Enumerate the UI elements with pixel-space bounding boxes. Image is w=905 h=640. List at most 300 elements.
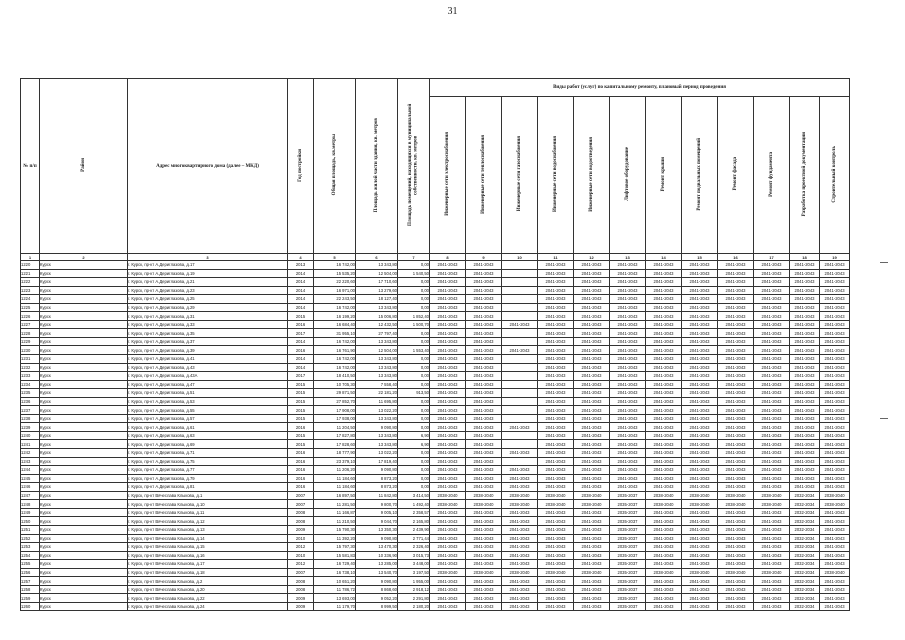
table-cell: 2041-2043 <box>610 380 646 389</box>
table-cell: Курск <box>40 295 128 304</box>
table-cell: 2012 <box>288 560 314 569</box>
table-cell: 2 771,44 <box>398 534 430 543</box>
table-cell: 2041-2043 <box>682 312 718 321</box>
table-cell: 2041-2043 <box>682 534 718 543</box>
table-cell: 2041-2043 <box>718 483 754 492</box>
table-cell: 2041-2043 <box>754 457 790 466</box>
table-cell: 2041-2043 <box>538 278 574 287</box>
table-cell: 2041-2043 <box>502 534 538 543</box>
table-cell: 1243 <box>21 457 40 466</box>
table-cell: 2038-2040 <box>820 568 850 577</box>
table-cell: 2016 <box>288 449 314 458</box>
table-cell: г. Курск, пр-кт А.Дериглазова, д.25 <box>128 295 288 304</box>
table-cell: 2041-2043 <box>820 380 850 389</box>
table-cell: 2041-2043 <box>790 261 820 270</box>
table-cell: 2041-2043 <box>646 329 682 338</box>
table-cell: г. Курск, пр-кт Вячеслава Клыкова, д.14 <box>128 534 288 543</box>
table-cell: 1237 <box>21 406 40 415</box>
table-row <box>21 278 850 287</box>
table-row <box>21 397 850 406</box>
table-cell: 2041-2043 <box>610 431 646 440</box>
table-cell: 2041-2043 <box>646 261 682 270</box>
table-cell: 2035-2037 <box>610 594 646 603</box>
table-cell: 2041-2043 <box>430 363 466 372</box>
table-cell: 2041-2043 <box>646 602 682 611</box>
table-cell: 2041-2043 <box>682 372 718 381</box>
table-cell: 2 165,80 <box>398 517 430 526</box>
table-cell: 2041-2043 <box>754 295 790 304</box>
table-cell: г. Курск, пр-кт А.Дериглазова, д.51 <box>128 389 288 398</box>
table-cell: 2041-2043 <box>682 585 718 594</box>
table-cell: 1238 <box>21 414 40 423</box>
table-cell: Курск <box>40 449 128 458</box>
table-cell: 2038-2040 <box>646 500 682 509</box>
table-cell: 2010 <box>288 551 314 560</box>
table-cell: 2014 <box>288 303 314 312</box>
table-cell: 2041-2043 <box>502 449 538 458</box>
table-cell: 2015 <box>288 431 314 440</box>
table-cell: 17 827,80 <box>314 431 356 440</box>
table-cell: 2041-2043 <box>646 431 682 440</box>
table-cell: 1239 <box>21 423 40 432</box>
table-cell: 2041-2043 <box>790 397 820 406</box>
table-cell: 2041-2043 <box>574 474 610 483</box>
table-cell: 2041-2043 <box>430 508 466 517</box>
table-cell: 2041-2043 <box>574 312 610 321</box>
table-cell: 2038-2040 <box>430 500 466 509</box>
table-cell: 2041-2043 <box>718 508 754 517</box>
table-cell: 2041-2043 <box>430 303 466 312</box>
table-cell: 2041-2043 <box>466 534 502 543</box>
table-cell: 2041-2043 <box>430 286 466 295</box>
table-cell: 2041-2043 <box>682 457 718 466</box>
table-cell: 1241 <box>21 440 40 449</box>
table-cell: Курск <box>40 577 128 586</box>
table-cell: 12 432,50 <box>356 320 398 329</box>
table-cell: 2038-2040 <box>502 568 538 577</box>
table-cell: 27 797,40 <box>356 329 398 338</box>
table-cell <box>502 269 538 278</box>
table-cell: 2041-2043 <box>718 440 754 449</box>
table-cell: 2041-2043 <box>790 449 820 458</box>
table-cell: 2041-2043 <box>430 602 466 611</box>
table-cell: 2041-2043 <box>538 406 574 415</box>
table-cell: 2041-2043 <box>820 423 850 432</box>
col-year-header: Год постройки <box>288 79 314 254</box>
table-cell: 2038-2040 <box>682 491 718 500</box>
table-cell: 2041-2043 <box>574 303 610 312</box>
table-cell: 2041-2043 <box>466 286 502 295</box>
table-cell: г. Курск, пр-кт А.Дериглазова, д.71 <box>128 449 288 458</box>
table-cell: 2041-2043 <box>538 457 574 466</box>
table-cell: 11 204,50 <box>314 423 356 432</box>
table-cell: 2041-2043 <box>538 543 574 552</box>
table-cell: 2017 <box>288 372 314 381</box>
table-cell: 2041-2043 <box>790 355 820 364</box>
table-cell: 1251 <box>21 525 40 534</box>
table-cell: 16 684,40 <box>314 320 356 329</box>
table-cell: 0,00 <box>398 406 430 415</box>
work-type-header: Инженерные сети теплоснабжения <box>466 97 502 254</box>
table-cell: 10 336,90 <box>356 551 398 560</box>
table-cell: 2041-2043 <box>718 457 754 466</box>
table-cell: 2041-2043 <box>610 337 646 346</box>
table-cell: 2041-2043 <box>646 355 682 364</box>
table-cell: 2032-2034 <box>790 602 820 611</box>
table-cell: 1245 <box>21 474 40 483</box>
table-cell: 2041-2043 <box>430 449 466 458</box>
table-cell: 2015 <box>288 312 314 321</box>
table-cell: 2041-2043 <box>646 303 682 312</box>
table-cell: г. Курск, пр-кт А.Дериглазова, д.37 <box>128 337 288 346</box>
table-cell: 2041-2043 <box>754 602 790 611</box>
table-cell: 2041-2043 <box>754 320 790 329</box>
table-cell: 2041-2043 <box>646 577 682 586</box>
table-cell: 2041-2043 <box>538 372 574 381</box>
table-cell: 2041-2043 <box>574 372 610 381</box>
table-cell: 2041-2043 <box>466 346 502 355</box>
column-index-cell: 3 <box>128 254 288 261</box>
table-cell: 2041-2043 <box>430 312 466 321</box>
table-cell: 2041-2043 <box>718 414 754 423</box>
table-cell: 2032-2034 <box>790 534 820 543</box>
table-cell: 9 090,80 <box>356 423 398 432</box>
table-cell: 2041-2043 <box>820 602 850 611</box>
column-index-cell: 1 <box>21 254 40 261</box>
work-type-header: Разработка проектной документации <box>790 97 820 254</box>
table-cell: 2041-2043 <box>466 423 502 432</box>
table-cell: 2041-2043 <box>790 278 820 287</box>
table-cell: 2038-2040 <box>538 500 574 509</box>
table-cell: 2032-2034 <box>790 585 820 594</box>
capital-repair-table <box>20 78 850 611</box>
table-cell: 0,00 <box>398 261 430 270</box>
works-group-header: Виды работ (услуг) по капитальному ремонту, плановый период проведения <box>430 79 850 97</box>
table-cell: 2038-2040 <box>820 500 850 509</box>
column-index-cell: 2 <box>40 254 128 261</box>
table-cell: 2041-2043 <box>538 508 574 517</box>
table-cell: 2041-2043 <box>502 560 538 569</box>
table-cell: 2041-2043 <box>430 414 466 423</box>
table-cell: 2041-2043 <box>574 355 610 364</box>
table-cell: 2041-2043 <box>466 449 502 458</box>
table-cell: 2041-2043 <box>646 286 682 295</box>
table-cell: 2041-2043 <box>754 337 790 346</box>
table-cell: 2041-2043 <box>430 577 466 586</box>
table-cell: 2041-2043 <box>430 337 466 346</box>
table-cell: 2041-2043 <box>610 414 646 423</box>
table-cell: 2041-2043 <box>682 397 718 406</box>
table-cell: 2038-2040 <box>538 568 574 577</box>
table-cell: Курск <box>40 534 128 543</box>
table-row <box>21 602 850 611</box>
table-cell: 1247 <box>21 491 40 500</box>
table-cell: 2041-2043 <box>682 543 718 552</box>
table-cell: 2038-2040 <box>754 568 790 577</box>
table-cell: 2041-2043 <box>538 320 574 329</box>
table-cell: 13 022,20 <box>356 406 398 415</box>
table-cell: 2041-2043 <box>646 389 682 398</box>
table-cell: 2041-2043 <box>574 517 610 526</box>
table-cell: 12 504,00 <box>356 269 398 278</box>
table-cell: 2014 <box>288 269 314 278</box>
table-cell: 11 842,80 <box>356 491 398 500</box>
table-cell: 2041-2043 <box>646 269 682 278</box>
table-cell: 16 971,00 <box>314 286 356 295</box>
table-cell: Курск <box>40 278 128 287</box>
table-cell: 2041-2043 <box>820 551 850 560</box>
table-cell: 2041-2043 <box>466 389 502 398</box>
table-cell: 2041-2043 <box>574 602 610 611</box>
table-cell: 2041-2043 <box>610 303 646 312</box>
table-cell: 2041-2043 <box>790 337 820 346</box>
table-cell: 2035-2037 <box>610 551 646 560</box>
table-cell: 2041-2043 <box>502 543 538 552</box>
table-cell: 8 873,20 <box>356 474 398 483</box>
table-cell: 2041-2043 <box>646 525 682 534</box>
table-cell: 2041-2043 <box>574 440 610 449</box>
table-cell: 16 742,00 <box>314 355 356 364</box>
table-cell: 2041-2043 <box>820 594 850 603</box>
table-cell: 2041-2043 <box>682 329 718 338</box>
table-cell: Курск <box>40 585 128 594</box>
table-cell: 2041-2043 <box>790 423 820 432</box>
table-cell: 2041-2043 <box>718 389 754 398</box>
table-cell: 2041-2043 <box>754 474 790 483</box>
table-cell: 2035-2037 <box>610 534 646 543</box>
table-cell: Курск <box>40 380 128 389</box>
table-cell: 1232 <box>21 363 40 372</box>
table-cell: г. Курск, пр-кт А.Дериглазова, д.75 <box>128 457 288 466</box>
table-cell: 2041-2043 <box>754 303 790 312</box>
table-cell: 2041-2043 <box>430 278 466 287</box>
column-index-cell: 5 <box>314 254 356 261</box>
table-cell: 2041-2043 <box>820 329 850 338</box>
column-index-cell: 12 <box>574 254 610 261</box>
table-cell: 2041-2043 <box>610 457 646 466</box>
work-type-header: Лифтовое оборудование <box>610 97 646 254</box>
table-cell: 16 729,40 <box>314 560 356 569</box>
table-cell: 2041-2043 <box>466 525 502 534</box>
table-cell: 2038-2040 <box>754 500 790 509</box>
table-cell: Курск <box>40 517 128 526</box>
table-cell: 2041-2043 <box>646 543 682 552</box>
table-cell: 2041-2043 <box>574 269 610 278</box>
table-cell: Курск <box>40 346 128 355</box>
column-index-cell: 18 <box>790 254 820 261</box>
table-cell: Курск <box>40 560 128 569</box>
table-cell: 11 210,50 <box>314 517 356 526</box>
table-cell: 2041-2043 <box>820 525 850 534</box>
table-cell: 2041-2043 <box>430 389 466 398</box>
table-cell: 23 379,10 <box>314 457 356 466</box>
table-cell: 2041-2043 <box>574 431 610 440</box>
table-cell: 2041-2043 <box>502 346 538 355</box>
table-cell: 1230 <box>21 346 40 355</box>
table-cell: 2041-2043 <box>646 372 682 381</box>
table-cell: 2041-2043 <box>820 414 850 423</box>
table-cell: 2035-2037 <box>610 577 646 586</box>
table-cell: 2041-2043 <box>610 363 646 372</box>
table-cell: 2041-2043 <box>574 363 610 372</box>
table-cell: 13 343,80 <box>356 372 398 381</box>
table-cell: 2 439,90 <box>398 525 430 534</box>
table-cell: 16 742,00 <box>314 303 356 312</box>
table-cell: 2041-2043 <box>502 474 538 483</box>
table-cell <box>502 397 538 406</box>
table-cell: 2041-2043 <box>754 286 790 295</box>
table-cell <box>502 431 538 440</box>
table-cell: Курск <box>40 312 128 321</box>
table-cell: 2041-2043 <box>754 269 790 278</box>
table-row <box>21 577 850 586</box>
table-cell: 2041-2043 <box>502 423 538 432</box>
work-type-header: Ремонт фундамента <box>754 97 790 254</box>
table-cell <box>502 440 538 449</box>
table-cell: 16 738,10 <box>314 568 356 577</box>
table-cell: 15 790,30 <box>314 525 356 534</box>
table-cell: 1235 <box>21 389 40 398</box>
table-cell: г. Курск, пр-кт А.Дериглазова, д.79 <box>128 474 288 483</box>
table-row <box>21 269 850 278</box>
table-cell: 2041-2043 <box>682 431 718 440</box>
table-cell: 2041-2043 <box>682 466 718 475</box>
table-cell <box>502 329 538 338</box>
table-cell: 2041-2043 <box>790 346 820 355</box>
column-index-cell: 14 <box>646 254 682 261</box>
table-cell: 2041-2043 <box>820 543 850 552</box>
table-cell: 11 166,87 <box>314 508 356 517</box>
table-cell: г. Курск, пр-кт Вячеслава Клыкова, д.2 <box>128 577 288 586</box>
table-cell: 2009 <box>288 594 314 603</box>
table-cell: 9 090,80 <box>356 534 398 543</box>
table-cell: 11 786,72 <box>314 585 356 594</box>
table-cell: Курск <box>40 269 128 278</box>
table-cell: 11 695,80 <box>356 397 398 406</box>
table-cell: 2041-2043 <box>820 355 850 364</box>
table-cell <box>502 278 538 287</box>
table-cell: 2041-2043 <box>718 474 754 483</box>
table-cell: 1253 <box>21 543 40 552</box>
table-cell: 1221 <box>21 269 40 278</box>
table-cell: 0,00 <box>398 466 430 475</box>
table-cell: Курск <box>40 337 128 346</box>
table-cell: 2041-2043 <box>538 466 574 475</box>
table-cell: 2041-2043 <box>466 372 502 381</box>
table-cell: 2041-2043 <box>682 346 718 355</box>
table-row <box>21 508 850 517</box>
table-cell: 7 558,40 <box>356 380 398 389</box>
table-cell <box>502 406 538 415</box>
table-row <box>21 449 850 458</box>
table-cell: 2014 <box>288 286 314 295</box>
table-cell: 2041-2043 <box>790 372 820 381</box>
work-type-header: Ремонт подвальных помещений <box>682 97 718 254</box>
table-row <box>21 491 850 500</box>
table-cell: 15 535,20 <box>314 269 356 278</box>
table-cell: г. Курск, пр-кт Вячеслава Клыкова, д.18 <box>128 568 288 577</box>
table-cell: 2041-2043 <box>718 431 754 440</box>
table-cell: 2041-2043 <box>820 517 850 526</box>
table-cell: 11 184,60 <box>314 474 356 483</box>
table-cell: 2041-2043 <box>682 380 718 389</box>
table-cell: 1260 <box>21 602 40 611</box>
table-cell: 2041-2043 <box>466 329 502 338</box>
table-cell: 2041-2043 <box>538 363 574 372</box>
table-cell: 2041-2043 <box>538 585 574 594</box>
table-cell: 2041-2043 <box>682 517 718 526</box>
table-cell: 1 852,40 <box>398 312 430 321</box>
table-cell: 2041-2043 <box>754 414 790 423</box>
table-cell: 0,00 <box>398 286 430 295</box>
table-cell: 2041-2043 <box>538 594 574 603</box>
table-cell: 0,00 <box>398 483 430 492</box>
table-cell: 2041-2043 <box>610 346 646 355</box>
table-row <box>21 457 850 466</box>
table-cell: 2032-2034 <box>790 491 820 500</box>
table-cell: 2041-2043 <box>790 329 820 338</box>
table-row <box>21 568 850 577</box>
table-cell: 2014 <box>288 363 314 372</box>
table-cell: 9 005,10 <box>356 508 398 517</box>
table-cell: 2041-2043 <box>466 466 502 475</box>
margin-mark <box>880 262 888 263</box>
table-cell: 2041-2043 <box>790 466 820 475</box>
table-cell: 2041-2043 <box>820 508 850 517</box>
table-cell: 2041-2043 <box>820 337 850 346</box>
table-cell: 1248 <box>21 500 40 509</box>
table-cell: 2041-2043 <box>610 355 646 364</box>
table-cell: 1227 <box>21 320 40 329</box>
table-cell: 2035-2037 <box>610 500 646 509</box>
table-cell: 2032-2034 <box>790 594 820 603</box>
table-cell: 2041-2043 <box>538 414 574 423</box>
table-cell: Курск <box>40 483 128 492</box>
table-row <box>21 525 850 534</box>
table-cell: Курск <box>40 303 128 312</box>
table-cell: 1256 <box>21 568 40 577</box>
table-cell: 2041-2043 <box>718 560 754 569</box>
table-cell: 2041-2043 <box>754 363 790 372</box>
table-cell: 2010 <box>288 534 314 543</box>
table-cell: 2038-2040 <box>820 491 850 500</box>
table-cell: г. Курск, пр-кт А.Дериглазова, д.77 <box>128 466 288 475</box>
table-cell: 8 999,50 <box>356 602 398 611</box>
table-row <box>21 560 850 569</box>
table-row <box>21 500 850 509</box>
table-row <box>21 431 850 440</box>
table-cell: 2041-2043 <box>718 577 754 586</box>
table-cell: г. Курск, пр-кт А.Дериглазова, д.55 <box>128 406 288 415</box>
table-row <box>21 363 850 372</box>
table-cell: г. Курск, пр-кт Вячеслава Клыкова, д.20 <box>128 585 288 594</box>
table-cell: 2041-2043 <box>754 431 790 440</box>
table-cell: 2041-2043 <box>820 372 850 381</box>
table-cell: 2041-2043 <box>718 286 754 295</box>
table-cell: г. Курск, пр-кт Вячеслава Клыкова, д.16 <box>128 551 288 560</box>
table-cell: 2041-2043 <box>790 474 820 483</box>
table-cell: 2041-2043 <box>718 517 754 526</box>
table-cell: 2041-2043 <box>754 534 790 543</box>
table-cell: Курск <box>40 491 128 500</box>
table-cell: 6,90 <box>398 431 430 440</box>
table-cell: 913,50 <box>398 389 430 398</box>
table-cell: 2035-2037 <box>610 517 646 526</box>
table-cell: 2041-2043 <box>646 585 682 594</box>
table-cell: 2041-2043 <box>754 440 790 449</box>
table-cell: 0,00 <box>398 397 430 406</box>
table-cell: 2015 <box>288 406 314 415</box>
